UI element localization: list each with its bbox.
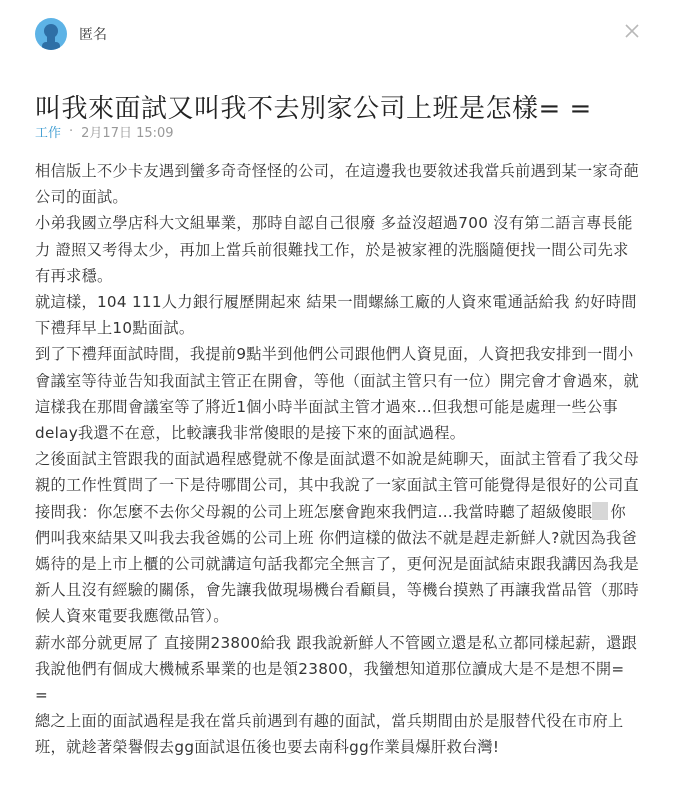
board-link[interactable]: 工作 — [35, 126, 62, 141]
paragraph — [35, 446, 639, 629]
post-content — [35, 158, 639, 761]
paragraph: 相信版上不少卡友遇到蠻多奇奇怪怪的公司，在這邊我也要敘述我當兵前遇到某一家奇葩公司的面試。 — [35, 162, 640, 207]
meta-separator: · — [69, 124, 74, 139]
avatar[interactable] — [35, 18, 67, 50]
paragraph-text: 你們叫我來結果又叫我去我爸媽的公司上班 你們這樣的做法不就是趕走新鮮人?就因為我爸媽待的是上市上櫃的公司就講這句話我都完全無言了，更何況是面試結束跟我講因為我是新人且沒有經驗的關係，會先讓我做現場機台看顧員，等機台摸熟了再讓我當品管（那時候人資來電要我應徵品管）。 — [35, 502, 640, 626]
post-date: 2月17日 15:09 — [81, 126, 174, 141]
anonymous-user-icon — [35, 18, 67, 50]
paragraph-text: 之後面試主管跟我的面試過程感覺就不像是面試還不如說是純聊天，面試主管看了我父母親的工作性質問了一下是待哪間公司，其中我說了一家面試主管可能覺得是很好的公司直接問我：你怎麼不去你父母親的公司上班怎麼會跑來我們這...我當時聽了超級傻眼 — [35, 450, 640, 521]
close-button[interactable] — [623, 22, 641, 40]
paragraph: 薪水部分就更屌了 直接開23800給我 跟我說新鮮人不管國立還是私立都同樣起薪，還跟我說他們有個成大機械系畢業的也是領23800，我蠻想知道那位讀成大是不是想不開= = — [35, 633, 638, 705]
censored-emoji — [592, 502, 608, 520]
close-icon — [623, 22, 641, 40]
paragraph: 總之上面的面試過程是我在當兵前遇到有趣的面試，當兵期間由於是服替代役在市府上班，就趁著榮譽假去gg面試退伍後也要去南科gg作業員爆肝救台灣! — [35, 712, 624, 757]
author-name: 匿名 — [79, 27, 107, 43]
post-title: 叫我來面試又叫我不去別家公司上班是怎樣= = — [35, 94, 592, 125]
author-header — [35, 18, 107, 50]
paragraph: 就這樣，104 111人力銀行履歷開起來 結果一間螺絲工廠的人資來電通話給我 約好時間下禮拜早上10點面試。 — [35, 293, 637, 338]
paragraph: 到了下禮拜面試時間，我提前9點半到他們公司跟他們人資見面，人資把我安排到一間小會議室等待並告知我面試主管正在開會，等他（面試主管只有一位）開完會才會過來，就這樣我在那間會議室等了將近1個小時半面試主管才過來...但我想可能是處理一些公事delay我還不在意，比較讓我非常傻眼的是接下來的面試過程。 — [35, 345, 640, 443]
paragraph: 小弟我國立學店科大文組畢業，那時自認自己很廢 多益沒超過700 沒有第二語言專長能力 證照又考得太少，再加上當兵前很難找工作，於是被家裡的洗腦隨便找一間公司先求有再求穩。 — [35, 214, 633, 285]
post-meta — [35, 122, 174, 141]
